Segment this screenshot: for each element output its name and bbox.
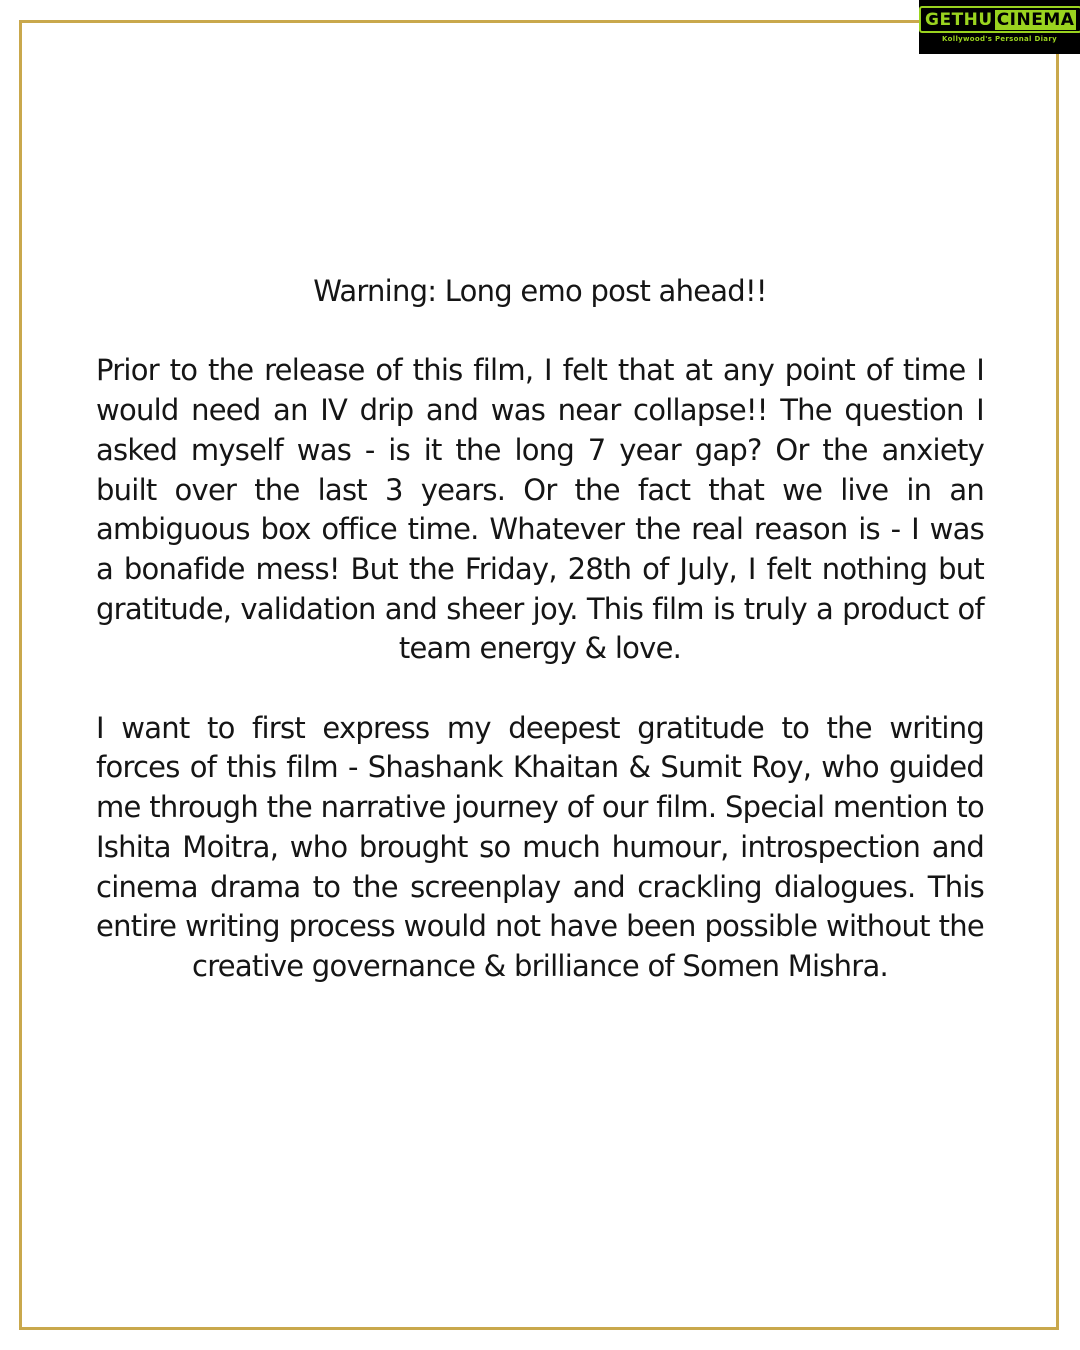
logo-text-gethu: GETHU	[925, 10, 993, 30]
logo-wordmark	[919, 6, 1080, 33]
logo-tagline: Kollywood's Personal Diary	[942, 35, 1057, 43]
gethucinema-watermark-logo	[919, 0, 1080, 54]
letter-heading: Warning: Long emo post ahead!!	[313, 274, 767, 308]
logo-text-cinema: CINEMA	[996, 10, 1075, 30]
letter-paragraph-1: Prior to the release of this film, I felt that at any point of time I would need an IV drip and was near collapse!! The question I asked myself was - is it the long 7 year gap? Or the anxiety built over the last 3 years. Or the fact that we live in an ambiguous box office time. Whatever the real reason is - I was a bonafide mess! But the Friday, 28th of July, I felt nothing but gratitude, validation and sheer joy. This film is truly a product of team energy & love.	[96, 353, 984, 666]
letter-body	[96, 272, 984, 987]
letter-paragraph-2: I want to first express my deepest gratitude to the writing forces of this film - Shashank Khaitan & Sumit Roy, who guided me through the narrative journey of our film. Special mention to Ishita Moitra, who brought so much humour, introspection and cinema drama to the screenplay and crackling dialogues. This entire writing process would not have been possible without the creative governance & brilliance of Somen Mishra.	[96, 710, 984, 983]
